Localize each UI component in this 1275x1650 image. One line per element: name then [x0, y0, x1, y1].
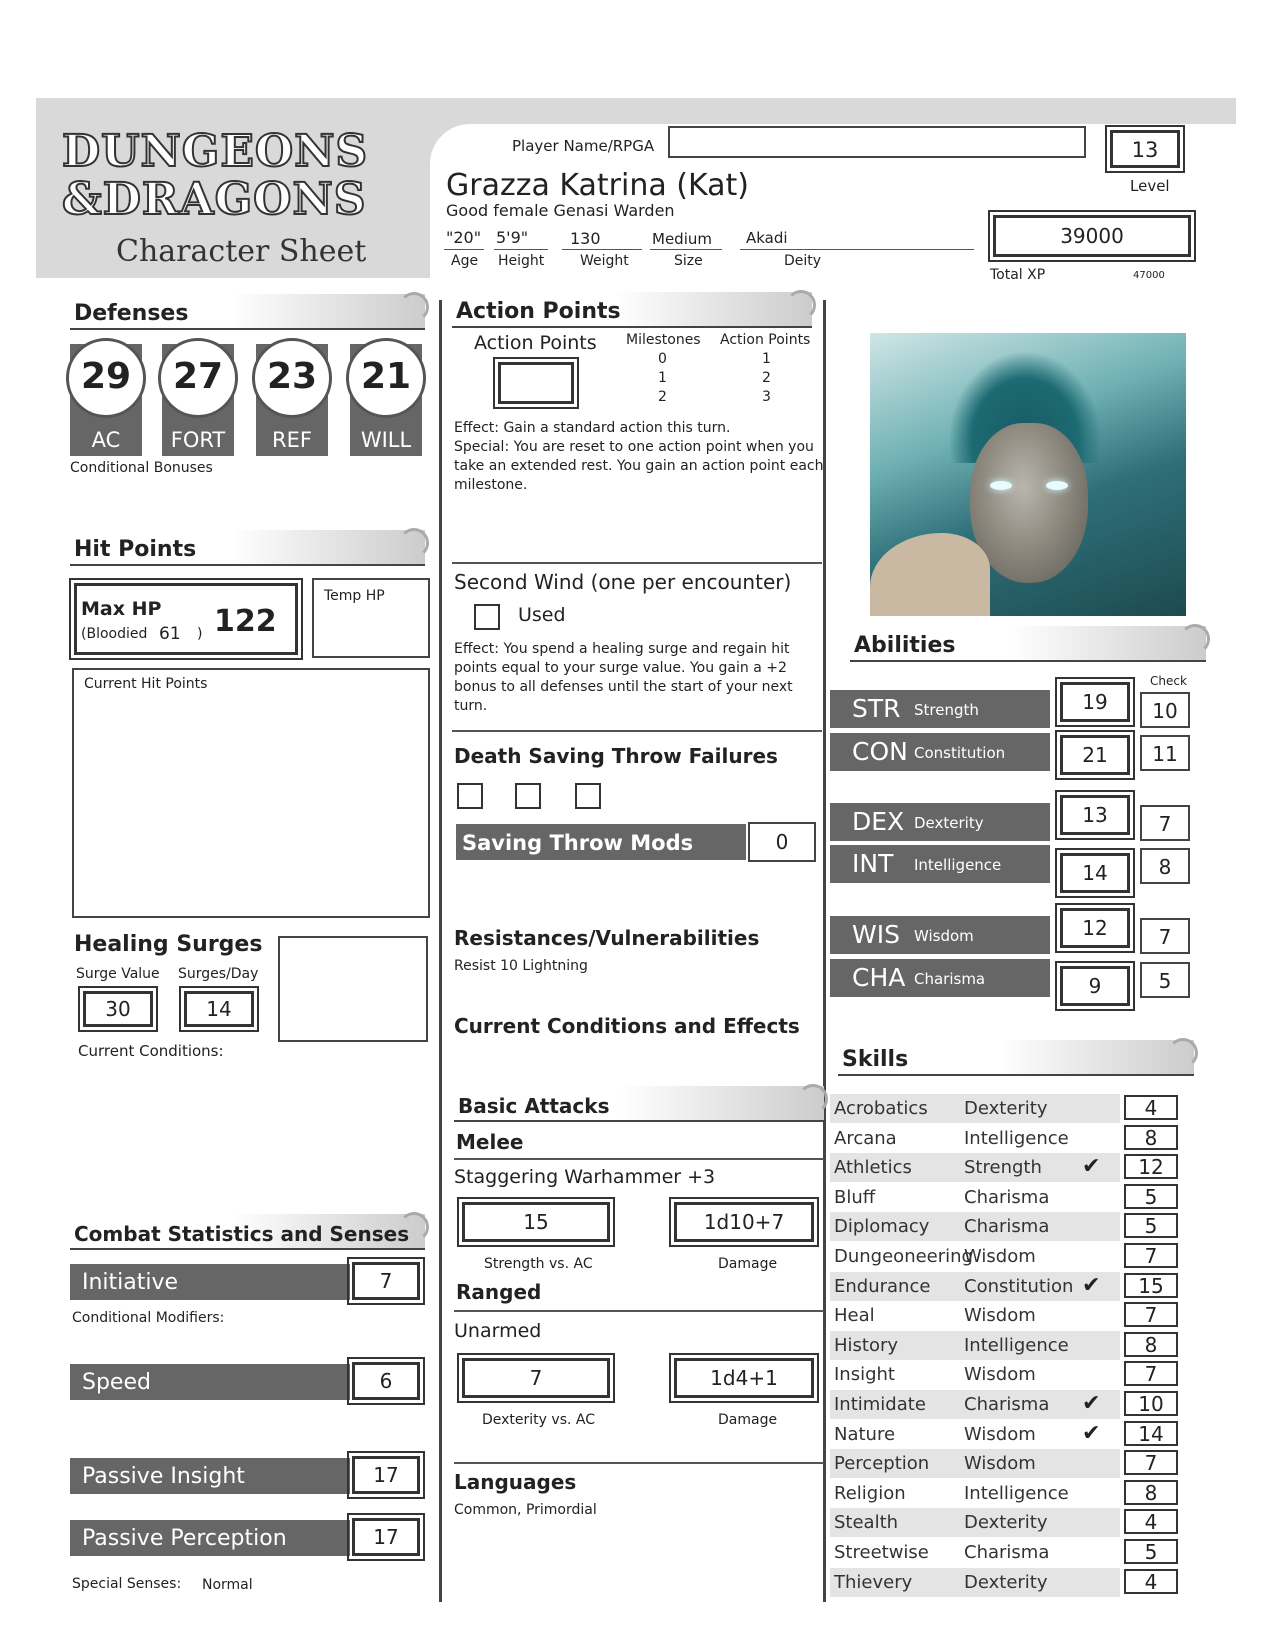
surges-per-day[interactable]: 14 [184, 991, 254, 1027]
ability-name: Charisma [914, 970, 986, 988]
temp-hp-label: Temp HP [324, 588, 385, 604]
skill-name: Bluff [834, 1187, 876, 1208]
milestones-label: Milestones [626, 332, 701, 348]
ability-name: Strength [914, 701, 979, 719]
ability-key: CON [852, 737, 908, 766]
hit-points-header [70, 530, 425, 566]
abilities-header [850, 626, 1206, 662]
saving-throw-mods-label: Saving Throw Mods [456, 824, 746, 860]
skill-row [830, 1508, 1120, 1537]
ability-check-label: Check [1150, 674, 1187, 688]
ability-key: STR [852, 694, 901, 723]
ap-column-label: Action Points [720, 332, 811, 348]
skill-ability: Charisma [964, 1187, 1050, 1208]
resistances-title: Resistances/Vulnerabilities [454, 926, 760, 950]
saving-throw-mods-value[interactable]: 0 [748, 822, 816, 862]
ability-bar-str [830, 690, 1050, 728]
height-label: Height [498, 253, 545, 269]
abilities-title: Abilities [854, 633, 956, 658]
ap-value-0: 1 [762, 351, 771, 367]
temp-hp-box[interactable] [312, 578, 430, 658]
scroll-ornament-icon [786, 290, 816, 320]
skill-name: Stealth [834, 1512, 899, 1533]
skill-ability: Wisdom [964, 1453, 1036, 1474]
skill-row [830, 1242, 1120, 1271]
section-divider [452, 562, 822, 564]
level-label: Level [1130, 177, 1170, 195]
ability-score-int[interactable]: 14 [1060, 853, 1130, 893]
skill-value[interactable]: 10 [1124, 1391, 1178, 1416]
current-hp-label: Current Hit Points [84, 676, 208, 692]
section-divider [454, 1158, 824, 1160]
skill-row [830, 1272, 1120, 1301]
skill-ability: Intelligence [964, 1483, 1069, 1504]
will-shield [350, 344, 422, 456]
max-hp-box[interactable] [74, 583, 298, 655]
skill-name: Streetwise [834, 1542, 929, 1563]
total-xp-value[interactable]: 39000 [993, 215, 1191, 257]
skill-ability: Dexterity [964, 1098, 1048, 1119]
languages-value: Common, Primordial [454, 1502, 597, 1518]
action-points-label: Action Points [474, 332, 597, 354]
skill-value[interactable]: 7 [1124, 1361, 1178, 1386]
second-wind-effect: Effect: You spend a healing surge and regain hit points equal to your surge value. You gain a +2 bonus to all defenses until the start of your next turn. [454, 641, 793, 714]
total-xp-label: Total XP [990, 267, 1046, 283]
skill-name: Dungeoneering [834, 1246, 973, 1267]
skill-row [830, 1360, 1120, 1389]
scroll-ornament-icon [399, 1212, 429, 1242]
melee-damage-value[interactable]: 1d10+7 [674, 1202, 814, 1242]
action-points-effect: Effect: Gain a standard action this turn. [454, 420, 731, 436]
action-points-title: Action Points [456, 299, 621, 324]
max-hp-value: 122 [214, 604, 277, 639]
size-line [650, 249, 722, 250]
bloodied-value: 61 [159, 624, 181, 644]
conditional-bonuses-label: Conditional Bonuses [70, 460, 213, 476]
death-save-checkbox-1[interactable] [457, 783, 483, 809]
skill-row [830, 1449, 1120, 1478]
milestone-0: 0 [658, 351, 667, 367]
skill-ability: Wisdom [964, 1246, 1036, 1267]
skill-row [830, 1331, 1120, 1360]
deity-value: Akadi [746, 229, 788, 247]
current-hp-box[interactable] [72, 668, 430, 918]
ability-name: Constitution [914, 744, 1006, 762]
second-wind-title: Second Wind (one per encounter) [454, 570, 792, 594]
action-points-header [452, 292, 812, 328]
ability-bar-con [830, 733, 1050, 771]
current-conditions-label: Current Conditions: [78, 1042, 224, 1060]
skill-row [830, 1153, 1120, 1182]
age-label: Age [451, 253, 479, 269]
max-hp-label: Max HP [81, 598, 162, 620]
skill-row [830, 1568, 1120, 1597]
trained-check-icon[interactable]: ✔ [1082, 1273, 1101, 1298]
conditional-modifiers-label: Conditional Modifiers: [72, 1310, 225, 1326]
ranged-attack-value[interactable]: 7 [462, 1358, 610, 1398]
skill-value[interactable]: 7 [1124, 1243, 1178, 1268]
skill-ability: Strength [964, 1157, 1042, 1178]
skill-ability: Dexterity [964, 1512, 1048, 1533]
skill-name: Acrobatics [834, 1098, 928, 1119]
basic-attacks-header [454, 1086, 824, 1122]
logo-line-2: &DRAGONS [62, 174, 367, 225]
melee-attack-label: Strength vs. AC [484, 1256, 593, 1272]
will-value[interactable]: 21 [346, 338, 426, 418]
ability-check-cha[interactable]: 5 [1140, 962, 1190, 998]
weight-value: 130 [570, 229, 601, 248]
player-name-field[interactable] [668, 126, 1086, 158]
skill-value[interactable]: 5 [1124, 1213, 1178, 1238]
portrait-eye-right [1046, 481, 1068, 490]
skill-name: Endurance [834, 1276, 931, 1297]
ap-value-2: 3 [762, 389, 771, 405]
ability-name: Dexterity [914, 814, 984, 832]
special-senses-value: Normal [202, 1577, 253, 1593]
column-divider-left [439, 300, 442, 1602]
surge-value[interactable]: 30 [83, 991, 153, 1027]
skill-name: Intimidate [834, 1394, 926, 1415]
bloodied-close: ) [197, 626, 203, 642]
section-divider [454, 1310, 824, 1312]
skill-name: Insight [834, 1364, 895, 1385]
special-senses-label: Special Senses: [72, 1576, 182, 1592]
ability-score-dex[interactable]: 13 [1060, 795, 1130, 835]
trained-check-icon[interactable]: ✔ [1082, 1421, 1101, 1446]
scroll-ornament-icon [399, 528, 429, 558]
skill-value[interactable]: 15 [1124, 1273, 1178, 1298]
skill-ability: Constitution [964, 1276, 1074, 1297]
skill-row [830, 1301, 1120, 1330]
ability-check-str[interactable]: 10 [1140, 692, 1190, 728]
skill-row [830, 1212, 1120, 1241]
melee-attack-value[interactable]: 15 [462, 1202, 610, 1242]
surges-day-label: Surges/Day [178, 966, 259, 982]
skill-name: Thievery [834, 1572, 913, 1593]
scroll-ornament-icon [798, 1084, 828, 1114]
skill-row [830, 1183, 1120, 1212]
ranged-damage-label: Damage [718, 1412, 778, 1428]
ability-key: CHA [852, 963, 906, 992]
section-divider [454, 1462, 824, 1464]
skill-ability: Wisdom [964, 1424, 1036, 1445]
death-save-checkbox-2[interactable] [515, 783, 541, 809]
ability-score-con[interactable]: 21 [1060, 735, 1130, 775]
second-wind-used-label: Used [518, 604, 566, 626]
skill-row [830, 1124, 1120, 1153]
skill-ability: Charisma [964, 1216, 1050, 1237]
ability-score-str[interactable]: 19 [1060, 682, 1130, 722]
scroll-ornament-icon [1168, 1038, 1198, 1068]
skill-row [830, 1390, 1120, 1419]
skill-ability: Intelligence [964, 1335, 1069, 1356]
skill-ability: Charisma [964, 1394, 1050, 1415]
fort-label: FORT [170, 428, 226, 452]
trained-check-icon[interactable]: ✔ [1082, 1391, 1101, 1416]
milestone-1: 1 [658, 370, 667, 386]
level-value[interactable]: 13 [1110, 130, 1180, 168]
skill-value[interactable]: 14 [1124, 1421, 1178, 1446]
ac-label: AC [91, 428, 121, 452]
size-value: Medium [652, 230, 712, 248]
ability-check-int[interactable]: 8 [1140, 848, 1190, 884]
ranged-damage-value[interactable]: 1d4+1 [674, 1358, 814, 1398]
skill-ability: Wisdom [964, 1364, 1036, 1385]
skill-value[interactable]: 8 [1124, 1125, 1178, 1150]
skill-value[interactable]: 7 [1124, 1450, 1178, 1475]
action-points-special: Special: You are reset to one action point when you take an extended rest. You gain an action point each milestone. [454, 439, 824, 493]
ability-bar-dex [830, 803, 1050, 841]
ability-check-dex[interactable]: 7 [1140, 805, 1190, 841]
basic-attacks-title: Basic Attacks [458, 1094, 610, 1118]
passive-insight-label: Passive Insight [70, 1458, 350, 1494]
height-line [494, 249, 548, 250]
skill-row [830, 1420, 1120, 1449]
logo-line-1: DUNGEONS [62, 126, 369, 177]
skill-name: Nature [834, 1424, 896, 1445]
age-value: "20" [446, 228, 482, 247]
skill-name: History [834, 1335, 899, 1356]
fort-value[interactable]: 27 [158, 338, 238, 418]
ability-bar-wis [830, 916, 1050, 954]
skill-value[interactable]: 12 [1124, 1154, 1178, 1179]
skill-ability: Charisma [964, 1542, 1050, 1563]
passive-perception-value[interactable]: 17 [352, 1518, 420, 1556]
section-divider [452, 730, 822, 732]
portrait-eye-left [990, 481, 1012, 490]
resistances-value: Resist 10 Lightning [454, 958, 588, 974]
skill-value[interactable]: 4 [1124, 1095, 1178, 1120]
ranged-label: Ranged [456, 1280, 542, 1304]
player-name-label: Player Name/RPGA [512, 137, 655, 155]
skill-ability: Intelligence [964, 1128, 1069, 1149]
second-wind-used-checkbox[interactable] [474, 604, 500, 630]
next-level-xp: 47000 [1133, 270, 1165, 281]
skill-name: Religion [834, 1483, 906, 1504]
ac-value[interactable]: 29 [66, 338, 146, 418]
skill-name: Athletics [834, 1157, 912, 1178]
ability-key: INT [852, 849, 894, 878]
deity-label: Deity [784, 253, 822, 269]
combat-stats-header [70, 1214, 425, 1250]
ability-name: Intelligence [914, 856, 1002, 874]
weight-label: Weight [580, 253, 629, 269]
skill-value[interactable]: 4 [1124, 1569, 1178, 1594]
ability-score-wis[interactable]: 12 [1060, 908, 1130, 948]
skill-row [830, 1094, 1120, 1123]
will-label: WILL [360, 428, 412, 452]
skill-name: Diplomacy [834, 1216, 930, 1237]
skill-ability: Dexterity [964, 1572, 1048, 1593]
trained-check-icon[interactable]: ✔ [1082, 1154, 1101, 1179]
skill-value[interactable]: 5 [1124, 1184, 1178, 1209]
ref-label: REF [272, 428, 312, 452]
speed-value[interactable]: 6 [352, 1362, 420, 1400]
skill-row [830, 1479, 1120, 1508]
ability-key: WIS [852, 920, 900, 949]
passive-insight-value[interactable]: 17 [352, 1456, 420, 1494]
ability-bar-int [830, 845, 1050, 883]
portrait-shoulder [870, 533, 990, 616]
passive-perception-label: Passive Perception [70, 1520, 350, 1556]
character-description: Good female Genasi Warden [446, 201, 675, 220]
initiative-label: Initiative [70, 1264, 350, 1300]
ability-check-con[interactable]: 11 [1140, 735, 1190, 771]
skill-value[interactable]: 7 [1124, 1302, 1178, 1327]
defenses-title: Defenses [74, 301, 189, 326]
skill-name: Arcana [834, 1128, 897, 1149]
skill-name: Perception [834, 1453, 930, 1474]
speed-label: Speed [70, 1364, 350, 1400]
scroll-ornament-icon [1180, 624, 1210, 654]
languages-title: Languages [454, 1470, 577, 1494]
ability-bar-cha [830, 959, 1050, 997]
skills-header [838, 1040, 1194, 1076]
ranged-weapon: Unarmed [454, 1320, 542, 1342]
skill-value[interactable]: 8 [1124, 1480, 1178, 1505]
skill-value[interactable]: 4 [1124, 1509, 1178, 1534]
deity-line [740, 249, 974, 250]
death-saves-title: Death Saving Throw Failures [454, 744, 778, 768]
initiative-value[interactable]: 7 [352, 1262, 420, 1300]
scroll-ornament-icon [399, 292, 429, 322]
size-label: Size [674, 253, 703, 269]
conditions-effects-title: Current Conditions and Effects [454, 1014, 800, 1038]
ability-key: DEX [852, 807, 905, 836]
death-save-checkbox-3[interactable] [575, 783, 601, 809]
weight-line [562, 249, 642, 250]
ap-value-1: 2 [762, 370, 771, 386]
age-line [444, 249, 484, 250]
ac-shield [70, 344, 142, 456]
melee-damage-label: Damage [718, 1256, 778, 1272]
character-portrait [870, 333, 1186, 616]
melee-label: Melee [456, 1130, 524, 1154]
skill-name: Heal [834, 1305, 875, 1326]
combat-stats-title: Combat Statistics and Senses [74, 1222, 410, 1246]
surge-value-label: Surge Value [76, 966, 160, 982]
bloodied-label: (Bloodied [81, 626, 148, 642]
fort-shield [162, 344, 234, 456]
column-divider-right [823, 300, 826, 1602]
skills-title: Skills [842, 1047, 909, 1072]
ref-shield [256, 344, 328, 456]
game-logo [60, 122, 420, 272]
ability-check-wis[interactable]: 7 [1140, 918, 1190, 954]
melee-weapon: Staggering Warhammer +3 [454, 1166, 716, 1188]
ability-score-cha[interactable]: 9 [1060, 966, 1130, 1006]
skill-ability: Wisdom [964, 1305, 1036, 1326]
ref-value[interactable]: 23 [252, 338, 332, 418]
character-name: Grazza Katrina (Kat) [446, 168, 749, 203]
logo-subtitle: Character Sheet [116, 234, 367, 269]
skill-row [830, 1538, 1120, 1567]
hit-points-title: Hit Points [74, 537, 197, 562]
milestone-2: 2 [658, 389, 667, 405]
healing-surges-title: Healing Surges [74, 932, 263, 957]
ranged-attack-label: Dexterity vs. AC [482, 1412, 595, 1428]
action-points-box[interactable] [498, 362, 574, 404]
height-value: 5'9" [496, 228, 529, 247]
ability-name: Wisdom [914, 927, 974, 945]
defenses-header [70, 294, 425, 330]
skill-value[interactable]: 8 [1124, 1332, 1178, 1357]
surges-used-box[interactable] [278, 936, 428, 1042]
skill-value[interactable]: 5 [1124, 1539, 1178, 1564]
